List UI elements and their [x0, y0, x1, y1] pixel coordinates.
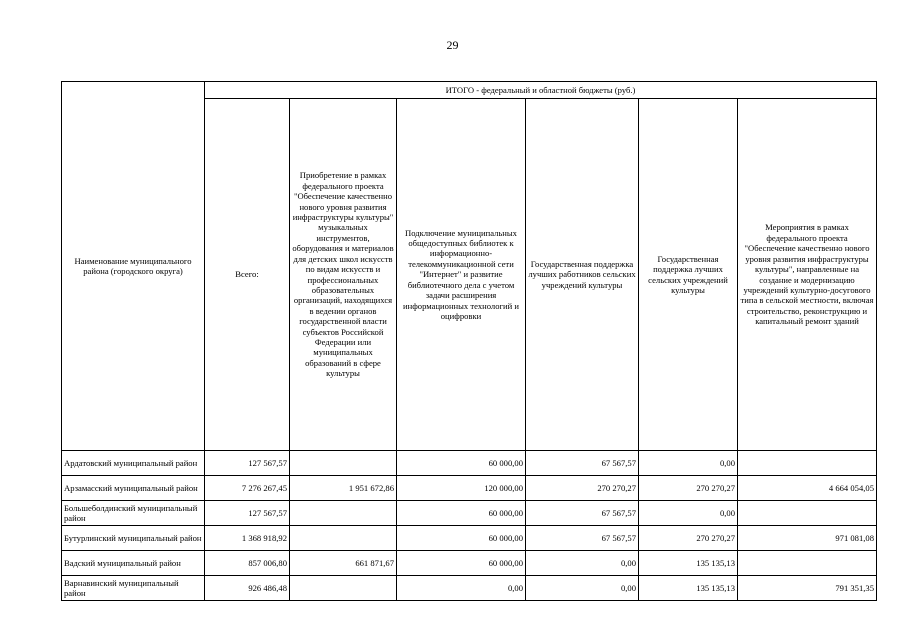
libraries-value: 60 000,00	[397, 451, 526, 476]
rural-workers-value: 270 270,27	[526, 476, 639, 501]
instruments-value	[290, 526, 397, 551]
instruments-value: 661 871,67	[290, 551, 397, 576]
instruments-value	[290, 451, 397, 476]
total-value: 127 567,57	[205, 501, 290, 526]
rural-institutions-value: 0,00	[639, 451, 738, 476]
instruments-column-header: Приобретение в рамках федерального проекта "Обеспечение качественно нового уровня развития инфраструктуры культуры" музыкальных инструментов, оборудования и материалов для детских школ искусств по видам искусств и профессиональных образовательных организаций, находящихся в ведении органов государственной власти субъектов Российской Федерации или муниципальных образований в сфере культуры	[290, 99, 397, 451]
total-value: 857 006,80	[205, 551, 290, 576]
libraries-value: 0,00	[397, 576, 526, 601]
cultural-centers-value	[738, 551, 877, 576]
instruments-value	[290, 501, 397, 526]
rural-workers-value: 0,00	[526, 576, 639, 601]
libraries-value: 120 000,00	[397, 476, 526, 501]
rural-institutions-value: 270 270,27	[639, 476, 738, 501]
table-row	[62, 526, 877, 551]
rural-institutions-value: 135 135,13	[639, 551, 738, 576]
libraries-value: 60 000,00	[397, 501, 526, 526]
rural-workers-value: 67 567,57	[526, 526, 639, 551]
header-group-row	[62, 82, 877, 99]
table-row	[62, 501, 877, 526]
cultural-centers-value: 4 664 054,05	[738, 476, 877, 501]
district-name: Большеболдинский муниципальный район	[62, 501, 205, 526]
rural-workers-value: 67 567,57	[526, 451, 639, 476]
total-column-header: Всего:	[205, 99, 290, 451]
cultural-centers-value: 971 081,08	[738, 526, 877, 551]
page-number: 29	[446, 38, 459, 52]
libraries-value: 60 000,00	[397, 551, 526, 576]
total-value: 7 276 267,45	[205, 476, 290, 501]
rural-workers-value: 0,00	[526, 551, 639, 576]
rural-institutions-value: 0,00	[639, 501, 738, 526]
total-value: 1 368 918,92	[205, 526, 290, 551]
table-row	[62, 551, 877, 576]
district-name: Варнавинский муниципальный район	[62, 576, 205, 601]
rural-workers-value: 67 567,57	[526, 501, 639, 526]
cultural-centers-value: 791 351,35	[738, 576, 877, 601]
total-value: 926 486,48	[205, 576, 290, 601]
cultural-centers-value	[738, 501, 877, 526]
table-row	[62, 476, 877, 501]
cultural-centers-column-header: Мероприятия в рамках федерального проекта "Обеспечение качественно нового уровня развития инфраструктуры культуры", направленные на создание и модернизацию учреждений культурно-досугового типа в сельской местности, включая строительство, реконструкцию и капитальный ремонт зданий	[738, 99, 877, 451]
libraries-column-header: Подключение муниципальных общедоступных библиотек к информационно-телекоммуникационной сети "Интернет" и развитие библиотечного дела с учетом задачи расширения информационных технологий и оцифровки	[397, 99, 526, 451]
rural-workers-column-header: Государственная поддержка лучших работников сельских учреждений культуры	[526, 99, 639, 451]
rural-institutions-column-header: Государственная поддержка лучших сельских учреждений культуры	[639, 99, 738, 451]
instruments-value: 1 951 672,86	[290, 476, 397, 501]
rural-institutions-value: 270 270,27	[639, 526, 738, 551]
total-value: 127 567,57	[205, 451, 290, 476]
district-name: Ардатовский муниципальный район	[62, 451, 205, 476]
rural-institutions-value: 135 135,13	[639, 576, 738, 601]
district-column-header: Наименование муниципального района (городского округа)	[62, 82, 205, 451]
budget-table	[61, 81, 877, 601]
table-row	[62, 451, 877, 476]
table-row	[62, 576, 877, 601]
district-name: Вадский муниципальный район	[62, 551, 205, 576]
libraries-value: 60 000,00	[397, 526, 526, 551]
cultural-centers-value	[738, 451, 877, 476]
district-name: Арзамасский муниципальный район	[62, 476, 205, 501]
district-name: Бутурлинский муниципальный район	[62, 526, 205, 551]
budget-group-header: ИТОГО - федеральный и областной бюджеты (руб.)	[205, 82, 877, 99]
instruments-value	[290, 576, 397, 601]
